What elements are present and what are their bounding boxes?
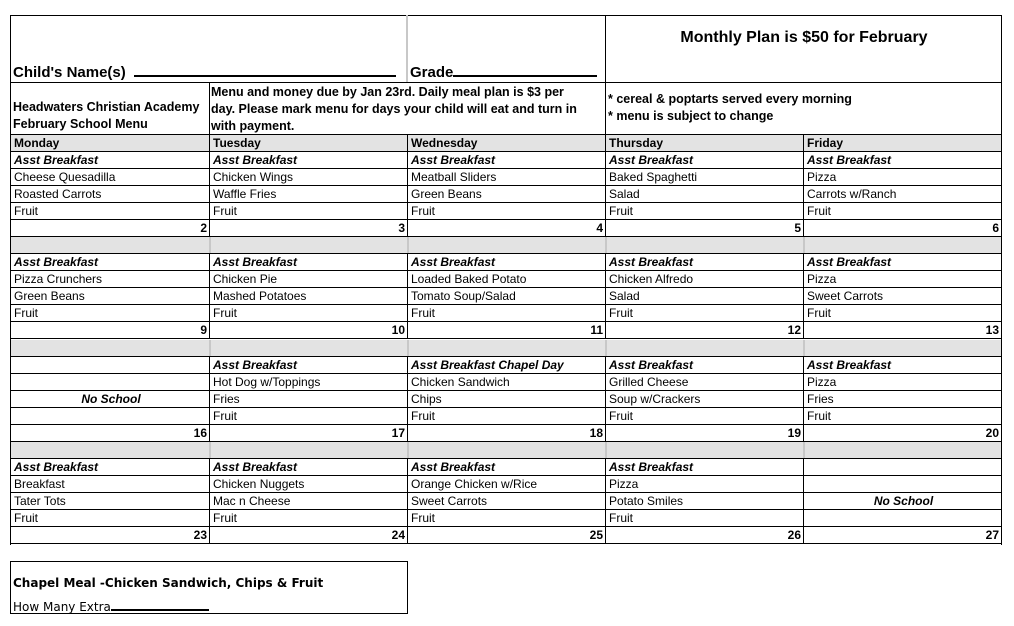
instructions-line-3: with payment. <box>211 119 295 133</box>
menu-item: Fruit <box>807 204 831 218</box>
separator-divider <box>605 340 607 356</box>
date-number: 12 <box>787 323 801 337</box>
menu-item: Mac n Cheese <box>213 494 291 508</box>
date-number: 11 <box>590 323 603 337</box>
chapel-meal-text: Chapel Meal -Chicken Sandwich, Chips & Fruit <box>13 576 324 590</box>
menu-item: Fruit <box>411 511 435 525</box>
row-border <box>10 458 1002 459</box>
breakfast-item: Asst Breakfast <box>807 358 892 372</box>
menu-item: Soup w/Crackers <box>609 392 701 406</box>
date-number: 10 <box>391 323 405 337</box>
separator-divider <box>803 237 805 253</box>
header-divider <box>406 15 408 82</box>
date-number: 18 <box>589 426 603 440</box>
child-name-label: Child's Name(s) <box>13 64 126 81</box>
breakfast-item: Asst Breakfast <box>609 358 694 372</box>
how-many-extra-blank[interactable] <box>111 597 209 611</box>
date-number: 19 <box>787 426 801 440</box>
menu-item: Meatball Sliders <box>411 170 497 184</box>
menu-item: Waffle Fries <box>213 187 277 201</box>
separator-divider <box>803 442 805 458</box>
separator-divider <box>407 237 409 253</box>
menu-item: Carrots w/Ranch <box>807 187 897 201</box>
breakfast-item: Asst Breakfast <box>213 153 298 167</box>
breakfast-item: Asst Breakfast Chapel Day <box>411 358 564 372</box>
breakfast-item: Asst Breakfast <box>213 460 298 474</box>
menu-item: Loaded Baked Potato <box>411 272 527 286</box>
column-divider <box>407 134 408 151</box>
menu-item: Tomato Soup/Salad <box>411 289 516 303</box>
menu-item: Fruit <box>14 511 38 525</box>
date-number: 9 <box>200 323 207 337</box>
menu-item: Green Beans <box>411 187 482 201</box>
menu-item: Fruit <box>411 204 435 218</box>
date-number: 5 <box>794 221 801 235</box>
date-number: 3 <box>398 221 405 235</box>
menu-item: Salad <box>609 187 640 201</box>
separator-divider <box>407 442 409 458</box>
date-number: 24 <box>391 528 405 542</box>
note-line-2: * menu is subject to change <box>608 109 774 123</box>
school-name: Headwaters Christian Academy <box>13 100 200 114</box>
menu-item: Cheese Quesadilla <box>14 170 116 184</box>
grade-blank[interactable] <box>453 61 597 77</box>
separator-divider <box>605 442 607 458</box>
day-header-monday: Monday <box>14 136 60 150</box>
menu-item: Chicken Nuggets <box>213 477 305 491</box>
menu-item: Fries <box>213 392 240 406</box>
menu-item: Chicken Wings <box>213 170 294 184</box>
menu-item: Fruit <box>807 306 831 320</box>
column-divider <box>605 134 606 151</box>
day-header-shade <box>11 135 1001 151</box>
child-name-field[interactable] <box>13 61 396 83</box>
separator-divider <box>605 237 607 253</box>
menu-item: Mashed Potatoes <box>213 289 307 303</box>
table-top-border <box>10 15 1002 16</box>
menu-item: Fruit <box>213 306 237 320</box>
week-separator <box>11 442 1001 458</box>
menu-item: Chicken Pie <box>213 272 278 286</box>
menu-title: February School Menu <box>13 117 148 131</box>
menu-item: Potato Smiles <box>609 494 684 508</box>
grade-field[interactable] <box>410 61 597 83</box>
date-number: 27 <box>985 528 999 542</box>
week-separator <box>11 340 1001 356</box>
monthly-plan-title: Monthly Plan is $50 for February <box>680 29 928 46</box>
breakfast-item: Asst Breakfast <box>807 153 892 167</box>
separator-divider <box>803 340 805 356</box>
menu-item: Fruit <box>213 409 237 423</box>
menu-item: Sweet Carrots <box>411 494 488 508</box>
menu-item: Chicken Sandwich <box>411 375 510 389</box>
menu-item: Baked Spaghetti <box>609 170 698 184</box>
separator-divider <box>407 340 409 356</box>
menu-item: Fruit <box>14 306 38 320</box>
separator-divider <box>209 237 211 253</box>
menu-item: Orange Chicken w/Rice <box>411 477 538 491</box>
day-header-thursday: Thursday <box>609 136 664 150</box>
day-header-top <box>10 134 1002 135</box>
separator-divider <box>209 340 211 356</box>
date-number: 13 <box>985 323 999 337</box>
menu-item: Fruit <box>609 511 633 525</box>
how-many-extra-label: How Many Extra <box>13 600 111 614</box>
instructions-line-2: day. Please mark menu for days your child will eat and turn in <box>211 102 577 116</box>
breakfast-item: Asst Breakfast <box>411 153 496 167</box>
menu-item: Chicken Alfredo <box>609 272 694 286</box>
day-header-wednesday: Wednesday <box>411 136 478 150</box>
menu-item: Green Beans <box>14 289 85 303</box>
breakfast-item: Asst Breakfast <box>411 460 496 474</box>
breakfast-item: Asst Breakfast <box>609 255 694 269</box>
breakfast-item: Asst Breakfast <box>213 255 298 269</box>
menu-item: Fruit <box>807 409 831 423</box>
separator-divider <box>209 442 211 458</box>
menu-item: Roasted Carrots <box>14 187 102 201</box>
no-school-label: No School <box>81 392 141 406</box>
date-number: 16 <box>193 426 207 440</box>
date-number: 2 <box>200 221 207 235</box>
menu-item: Breakfast <box>14 477 65 491</box>
menu-item: Sweet Carrots <box>807 289 884 303</box>
breakfast-item: Asst Breakfast <box>14 255 99 269</box>
column-divider <box>209 134 210 151</box>
date-number: 17 <box>391 426 405 440</box>
menu-item: Fruit <box>609 204 633 218</box>
date-number: 4 <box>596 221 603 235</box>
menu-item: Fruit <box>411 409 435 423</box>
menu-item: Fruit <box>213 204 237 218</box>
table-right-border <box>1001 15 1002 545</box>
breakfast-item: Asst Breakfast <box>14 460 99 474</box>
how-many-extra-field[interactable] <box>13 597 209 615</box>
breakfast-item: Asst Breakfast <box>609 153 694 167</box>
grade-label: Grade <box>410 64 454 81</box>
week-separator <box>11 237 1001 253</box>
column-divider <box>803 134 804 151</box>
date-number: 20 <box>985 426 999 440</box>
menu-item: Tater Tots <box>14 494 66 508</box>
menu-item: Hot Dog w/Toppings <box>213 375 321 389</box>
menu-item: Pizza Crunchers <box>14 272 103 286</box>
menu-item: Fruit <box>609 409 633 423</box>
menu-item: Fruit <box>609 306 633 320</box>
date-number: 23 <box>193 528 207 542</box>
menu-item: Fruit <box>411 306 435 320</box>
menu-item: Pizza <box>807 170 837 184</box>
breakfast-item: Asst Breakfast <box>14 153 99 167</box>
menu-item: Pizza <box>807 272 837 286</box>
note-line-1: * cereal & poptarts served every morning <box>608 92 852 106</box>
no-school-label: No School <box>873 494 934 508</box>
menu-item: Fruit <box>213 511 237 525</box>
breakfast-item: Asst Breakfast <box>213 358 298 372</box>
breakfast-item: Asst Breakfast <box>807 255 892 269</box>
date-number: 26 <box>787 528 801 542</box>
child-name-blank[interactable] <box>134 61 396 77</box>
date-number: 25 <box>589 528 603 542</box>
breakfast-item: Asst Breakfast <box>411 255 496 269</box>
header-divider-2 <box>209 82 210 134</box>
menu-item: Chips <box>411 392 442 406</box>
date-number: 6 <box>992 221 999 235</box>
day-header-tuesday: Tuesday <box>213 136 261 150</box>
breakfast-item: Asst Breakfast <box>609 460 694 474</box>
instructions-line-1: Menu and money due by Jan 23rd. Daily meal plan is $3 per <box>211 85 564 99</box>
menu-item: Pizza <box>807 375 837 389</box>
menu-item: Pizza <box>609 477 639 491</box>
menu-item: Fruit <box>14 204 38 218</box>
day-header-friday: Friday <box>807 136 844 150</box>
menu-item: Fries <box>807 392 834 406</box>
menu-item: Salad <box>609 289 640 303</box>
menu-item: Grilled Cheese <box>609 375 689 389</box>
